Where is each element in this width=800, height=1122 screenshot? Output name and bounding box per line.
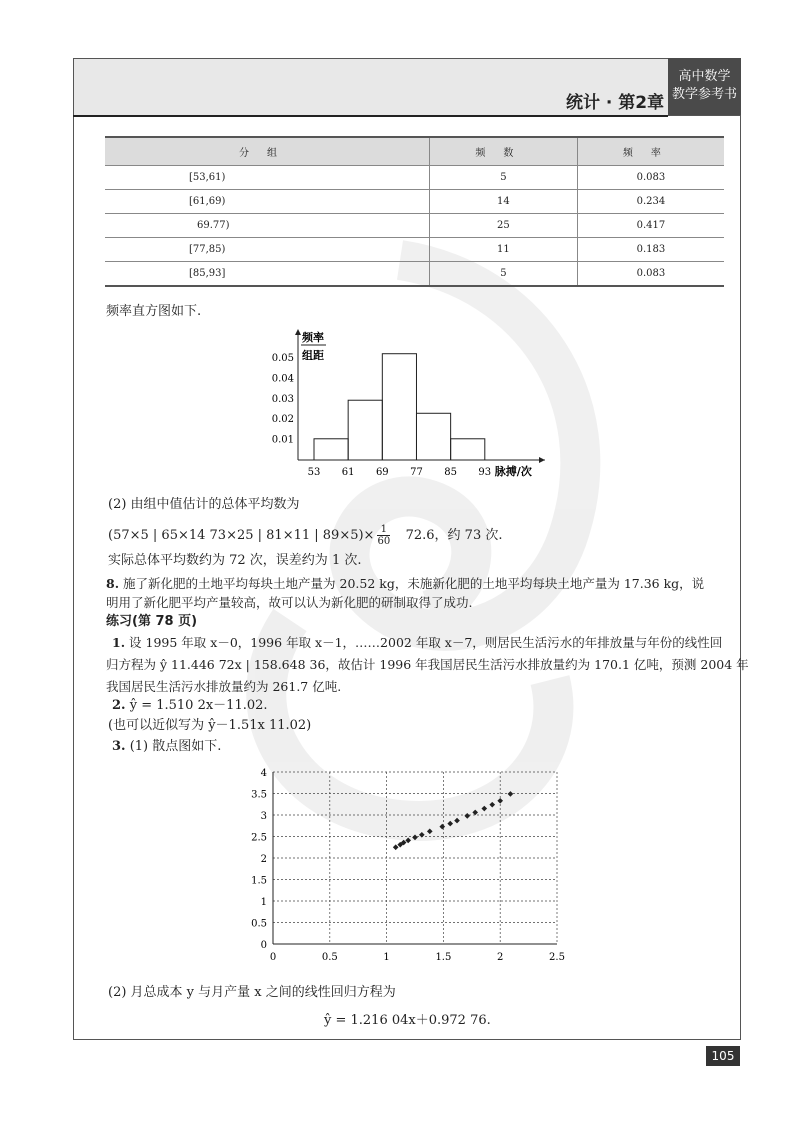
part2-intro: (2) 由组中值估计的总体平均数为 [108, 497, 300, 512]
exercise-2-equation: ŷ = 1.510 2x－11.02. [129, 698, 268, 713]
y-tick-label: 2.5 [251, 832, 267, 844]
fraction-numerator: 1 [377, 524, 390, 536]
y-tick-label: 1.5 [251, 875, 267, 887]
header-tag-line2: 教学参考书 [671, 87, 737, 102]
scatter-point [497, 798, 503, 804]
table-cell: [77,85) [105, 238, 429, 262]
y-tick-label: 3.5 [251, 789, 267, 801]
scatter-point [447, 821, 453, 827]
scatter-point [393, 844, 399, 850]
x-tick-label: 69 [375, 467, 389, 478]
x-tick-label: 53 [307, 467, 321, 478]
exercise-number: 3. [112, 739, 126, 754]
y-tick-label: 0 [260, 940, 267, 951]
fraction-denominator: 60 [377, 536, 391, 547]
exercise-2 [112, 697, 268, 715]
exercise-3-equation: ŷ = 1.216 04x＋0.972 76. [324, 1013, 491, 1028]
histogram-bar [382, 354, 416, 460]
x-tick-label: 77 [410, 467, 423, 478]
scatter-point [412, 835, 418, 841]
mean-formula [108, 524, 502, 547]
header-title: 统计 · 第2章 [566, 93, 665, 113]
exercise-1-line3: 我国居民生活污水排放量约为 261.7 亿吨. [106, 679, 342, 694]
x-tick-label: 1 [383, 952, 390, 963]
table-row [105, 190, 724, 214]
mean-formula-result: 72.6，约 73 次. [405, 528, 503, 543]
exercise-1-line2: 归方程为 ŷ 11.446 72x | 158.648 36，故估计 1996 年我国居民生活污水排放量约为 170.1 亿吨，预测 2004 年 [106, 657, 749, 672]
histogram-bar [314, 439, 348, 460]
question-8-line2: 明用了新化肥平均产量较高，故可以认为新化肥的研制取得了成功. [106, 595, 473, 610]
exercise-2-alt: (也可以近似写为 ŷ－1.51x 11.02) [108, 718, 312, 733]
actual-mean-text: 实际总体平均数约为 72 次，误差约为 1 次. [108, 553, 362, 568]
x-tick-label: 2 [497, 952, 504, 963]
scatter-point [489, 802, 495, 808]
table-cell: 5 [429, 166, 577, 190]
x-axis-label: 脉搏/次 [494, 465, 532, 478]
table-row [105, 262, 724, 287]
x-tick-label: 85 [444, 467, 458, 478]
table-cell: 0.417 [577, 214, 724, 238]
y-tick-label: 3 [260, 811, 267, 822]
scatter-plot [251, 762, 575, 972]
y-tick-label: 0.04 [271, 373, 294, 385]
y-tick-label: 0.02 [271, 414, 294, 426]
table-cell: 25 [429, 214, 577, 238]
exercise-3 [112, 738, 221, 756]
header-tag-line1: 高中数学 [678, 69, 731, 84]
exercise-1-text: 设 1995 年取 x－0，1996 年取 x－1，……2002 年取 x－7，则居民生活污水的年排放量与年份的线性回 [129, 635, 723, 650]
exercise-title: 练习(第 78 页) [106, 614, 198, 629]
table-cell: 69.77) [105, 214, 429, 238]
table-row [105, 238, 724, 262]
y-tick-label: 0.03 [271, 393, 294, 405]
histogram-bar [416, 413, 450, 460]
table-cell: 14 [429, 190, 577, 214]
table-row [105, 166, 724, 190]
x-tick-label: 1.5 [435, 952, 452, 963]
y-tick-label: 2 [260, 854, 267, 865]
histogram-bar [451, 439, 485, 460]
table-cell: 0.183 [577, 238, 724, 262]
histogram-intro: 频率直方图如下. [106, 304, 202, 319]
scatter-point [419, 832, 425, 838]
question-8-text: 施了新化肥的土地平均每块土地产量为 20.52 kg，未施新化肥的土地平均每块土地产量为 17.36 kg，说 [123, 576, 705, 591]
y-tick-label: 4 [260, 768, 267, 779]
fraction [377, 524, 390, 547]
x-tick-label: 61 [341, 467, 355, 478]
table-header-row [105, 137, 724, 166]
header-rule [73, 115, 668, 117]
y-tick-label: 1 [260, 897, 267, 908]
y-tick-label: 0.5 [251, 918, 267, 930]
table-row [105, 214, 724, 238]
y-tick-label: 0.01 [271, 434, 294, 446]
mean-formula-expr: (57×5 | 65×14 73×25 | 81×11 | 89×5)× [108, 528, 375, 543]
header-book-tag [668, 58, 741, 115]
table-cell: [61,69) [105, 190, 429, 214]
page-number: 105 [706, 1046, 740, 1066]
table-header-cell: 频率 [577, 137, 724, 166]
y-tick-label: 0.05 [271, 353, 294, 364]
scatter-point [454, 818, 460, 824]
table-cell: [85,93] [105, 262, 429, 287]
table-cell: 5 [429, 262, 577, 287]
y-axis-label-top: 频率 [302, 331, 324, 344]
scatter-point [439, 824, 445, 830]
exercise-number: 1. [112, 635, 126, 650]
table-cell: 0.083 [577, 262, 724, 287]
table-header-cell: 分组 [105, 137, 429, 166]
scatter-point [427, 829, 433, 835]
y-axis-label-bottom: 组距 [302, 349, 324, 362]
table-cell: 0.083 [577, 166, 724, 190]
exercise-3-intro: (1) 散点图如下. [129, 739, 222, 754]
table-cell: [53,61) [105, 166, 429, 190]
x-tick-label: 0 [269, 952, 277, 963]
frequency-table [105, 136, 724, 287]
exercise-number: 2. [112, 698, 126, 713]
x-tick-label: 2.5 [549, 952, 565, 963]
table-header-cell: 频数 [429, 137, 577, 166]
scatter-point [481, 806, 487, 812]
table-cell: 0.234 [577, 190, 724, 214]
x-tick-label: 0.5 [321, 952, 338, 963]
question-number: 8. [106, 576, 120, 591]
x-tick-label: 93 [478, 467, 492, 478]
frequency-histogram [260, 325, 560, 485]
y-axis-arrow [295, 329, 301, 335]
scatter-point [464, 813, 470, 819]
exercise-3-part2: (2) 月总成本 y 与月产量 x 之间的线性回归方程为 [108, 985, 396, 1000]
histogram-bar [348, 400, 382, 460]
x-axis-arrow [539, 457, 545, 463]
exercise-1-line1 [112, 634, 722, 652]
question-8-line1 [106, 575, 704, 593]
scatter-point [472, 810, 478, 816]
scatter-point [508, 791, 514, 797]
table-cell: 11 [429, 238, 577, 262]
